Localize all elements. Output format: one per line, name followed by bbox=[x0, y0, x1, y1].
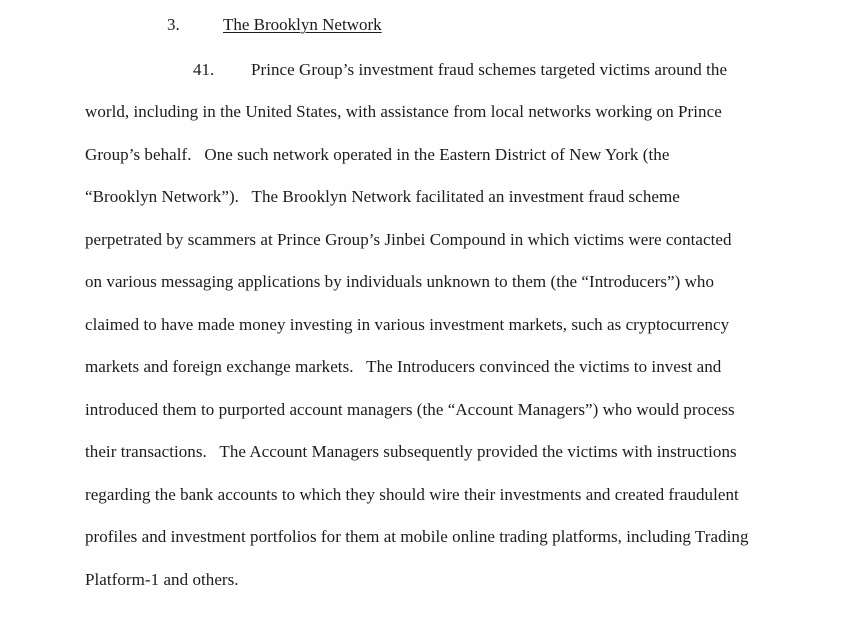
section-title: The Brooklyn Network bbox=[223, 15, 382, 34]
paragraph-line: regarding the bank accounts to which they should wire their investments and created fraudulent bbox=[85, 485, 739, 504]
paragraph-line: Prince Group’s investment fraud schemes targeted victims around the bbox=[251, 60, 728, 79]
paragraph-line: “Brooklyn Network”). The Brooklyn Network facilitated an investment fraud scheme bbox=[85, 187, 680, 206]
paragraph-line: perpetrated by scammers at Prince Group’s Jinbei Compound in which victims were contacted bbox=[85, 230, 732, 249]
paragraph-line: Platform-1 and others. bbox=[85, 570, 239, 589]
paragraph-line: profiles and investment portfolios for them at mobile online trading platforms, including Trading bbox=[85, 527, 749, 546]
paragraph-number: 41. bbox=[193, 60, 215, 79]
paragraph-line: markets and foreign exchange markets. The Introducers convinced the victims to invest and bbox=[85, 357, 722, 376]
paragraph-line: Group’s behalf. One such network operated in the Eastern District of New York (the bbox=[85, 145, 670, 164]
section-number: 3. bbox=[167, 15, 180, 34]
paragraph-line: their transactions. The Account Managers subsequently provided the victims with instructions bbox=[85, 442, 737, 461]
paragraph-line: introduced them to purported account managers (the “Account Managers”) who would process bbox=[85, 400, 735, 419]
paragraph-line: claimed to have made money investing in various investment markets, such as cryptocurrency bbox=[85, 315, 730, 334]
paragraph-line: world, including in the United States, with assistance from local networks working on Prince bbox=[85, 102, 722, 121]
paragraph-line: on various messaging applications by individuals unknown to them (the “Introducers”) who bbox=[85, 272, 715, 291]
